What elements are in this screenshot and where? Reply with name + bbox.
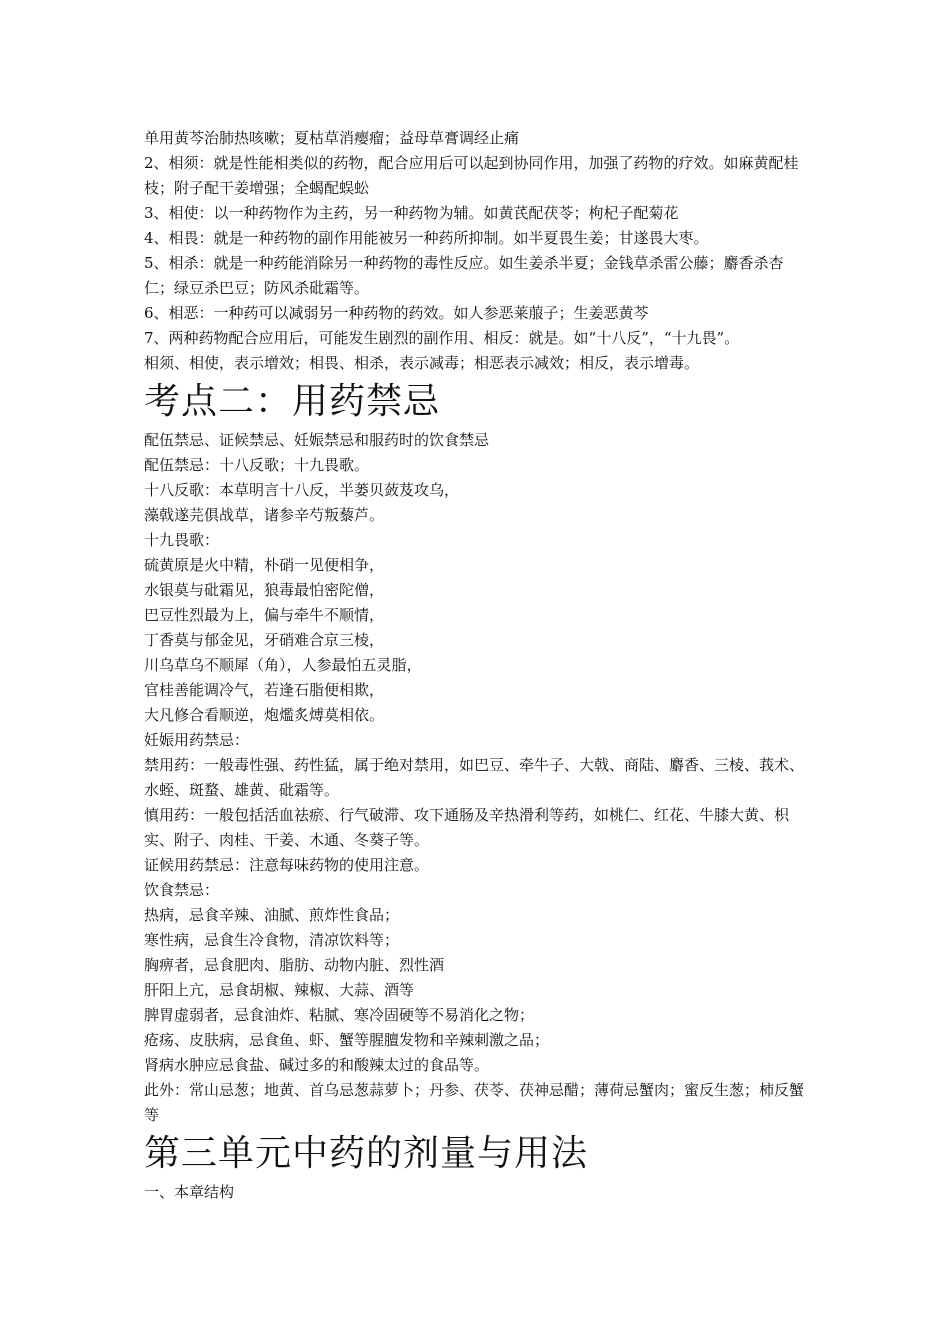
section-compatibility xyxy=(144,126,812,376)
text-line: 官桂善能调冷气，若逢石脂便相欺， xyxy=(144,681,385,699)
text-line: 此外：常山忌葱；地黄、首乌忌葱蒜萝卜；丹参、茯苓、茯神忌醋；薄荷忌蟹肉；蜜反生葱；柿反蟹等 xyxy=(144,1081,805,1124)
text-line: 热病，忌食辛辣、油腻、煎炸性食品； xyxy=(144,906,400,924)
text-line: 一、本章结构 xyxy=(144,1183,235,1201)
text-line: 7、两种药物配合应用后，可能发生剧烈的副作用、相反：就是。如“十八反”，“十九畏”。 xyxy=(144,329,740,347)
text-line: 大凡修合看顺逆，炮爁炙煿莫相依。 xyxy=(144,706,385,724)
text-line: 肝阳上亢，忌食胡椒、辣椒、大蒜、酒等 xyxy=(144,981,415,999)
text-line: 5、相杀：就是一种药能消除另一种药物的毒性反应。如生姜杀半夏；金钱草杀雷公藤；麝香杀杏仁；绿豆杀巴豆；防风杀砒霜等。 xyxy=(144,254,784,297)
text-line: 十九畏歌： xyxy=(144,531,220,549)
text-line: 疮疡、皮肤病，忌食鱼、虾、蟹等腥膻发物和辛辣刺激之品； xyxy=(144,1031,550,1049)
text-line: 川乌草乌不顺犀（角），人参最怕五灵脂， xyxy=(144,656,422,674)
text-line: 藻戟遂芫俱战草，诸参辛芍叛藜芦。 xyxy=(144,506,385,524)
text-line: 禁用药：一般毒性强、药性猛，属于绝对禁用，如巴豆、牵牛子、大戟、商陆、麝香、三棱、莪术、水蛭、斑蝥、雄黄、砒霜等。 xyxy=(144,756,805,799)
text-line: 硫黄原是火中精，朴硝一见便相争， xyxy=(144,556,385,574)
text-line: 脾胃虚弱者，忌食油炸、粘腻、寒冷固硬等不易消化之物； xyxy=(144,1006,535,1024)
text-line: 水银莫与砒霜见，狼毒最怕密陀僧， xyxy=(144,581,385,599)
text-line: 巴豆性烈最为上，偏与牵牛不顺情， xyxy=(144,606,385,624)
section-contraindications xyxy=(144,428,812,1128)
section-dosage xyxy=(144,1180,812,1205)
text-line: 饮食禁忌： xyxy=(144,881,220,899)
text-line: 证候用药禁忌：注意每味药物的使用注意。 xyxy=(144,856,430,874)
text-line: 丁香莫与郁金见，牙硝难合京三棱， xyxy=(144,631,385,649)
text-line: 肾病水肿应忌食盐、碱过多的和酸辣太过的食品等。 xyxy=(144,1056,490,1074)
text-line: 单用黄芩治肺热咳嗽；夏枯草消瘿瘤；益母草膏调经止痛 xyxy=(144,129,520,147)
text-line: 寒性病，忌食生冷食物，清凉饮料等； xyxy=(144,931,400,949)
section-heading: 考点二：用药禁忌 xyxy=(144,381,441,422)
text-line: 配伍禁忌、证候禁忌、妊娠禁忌和服药时的饮食禁忌 xyxy=(144,431,490,449)
text-line: 妊娠用药禁忌： xyxy=(144,731,250,749)
unit-heading: 第三单元中药的剂量与用法 xyxy=(144,1133,589,1174)
text-line: 胸痹者，忌食肥肉、脂肪、动物内脏、烈性酒 xyxy=(144,956,445,974)
document-page xyxy=(144,126,812,1205)
text-line: 6、相恶：一种药可以减弱另一种药物的药效。如人参恶莱菔子；生姜恶黄芩 xyxy=(144,304,649,322)
text-line: 2、相须：就是性能相类似的药物，配合应用后可以起到协同作用，加强了药物的疗效。如麻黄配桂枝；附子配干姜增强；全蝎配蜈蚣 xyxy=(144,154,799,197)
text-line: 十八反歌：本草明言十八反，半蒌贝蔹芨攻乌， xyxy=(144,481,460,499)
text-line: 4、相畏：就是一种药物的副作用能被另一种药所抑制。如半夏畏生姜；甘遂畏大枣。 xyxy=(144,229,709,247)
text-line: 3、相使：以一种药物作为主药，另一种药物为辅。如黄芪配茯苓；枸杞子配菊花 xyxy=(144,204,679,222)
text-line: 慎用药：一般包括活血祛瘀、行气破滞、攻下通肠及辛热滑利等药，如桃仁、红花、牛膝大黄、枳实、附子、肉桂、干姜、木通、冬葵子等。 xyxy=(144,806,790,849)
text-line: 配伍禁忌：十八反歌；十九畏歌。 xyxy=(144,456,370,474)
text-line: 相须、相使，表示增效；相畏、相杀，表示减毒；相恶表示减效；相反，表示增毒。 xyxy=(144,354,700,372)
